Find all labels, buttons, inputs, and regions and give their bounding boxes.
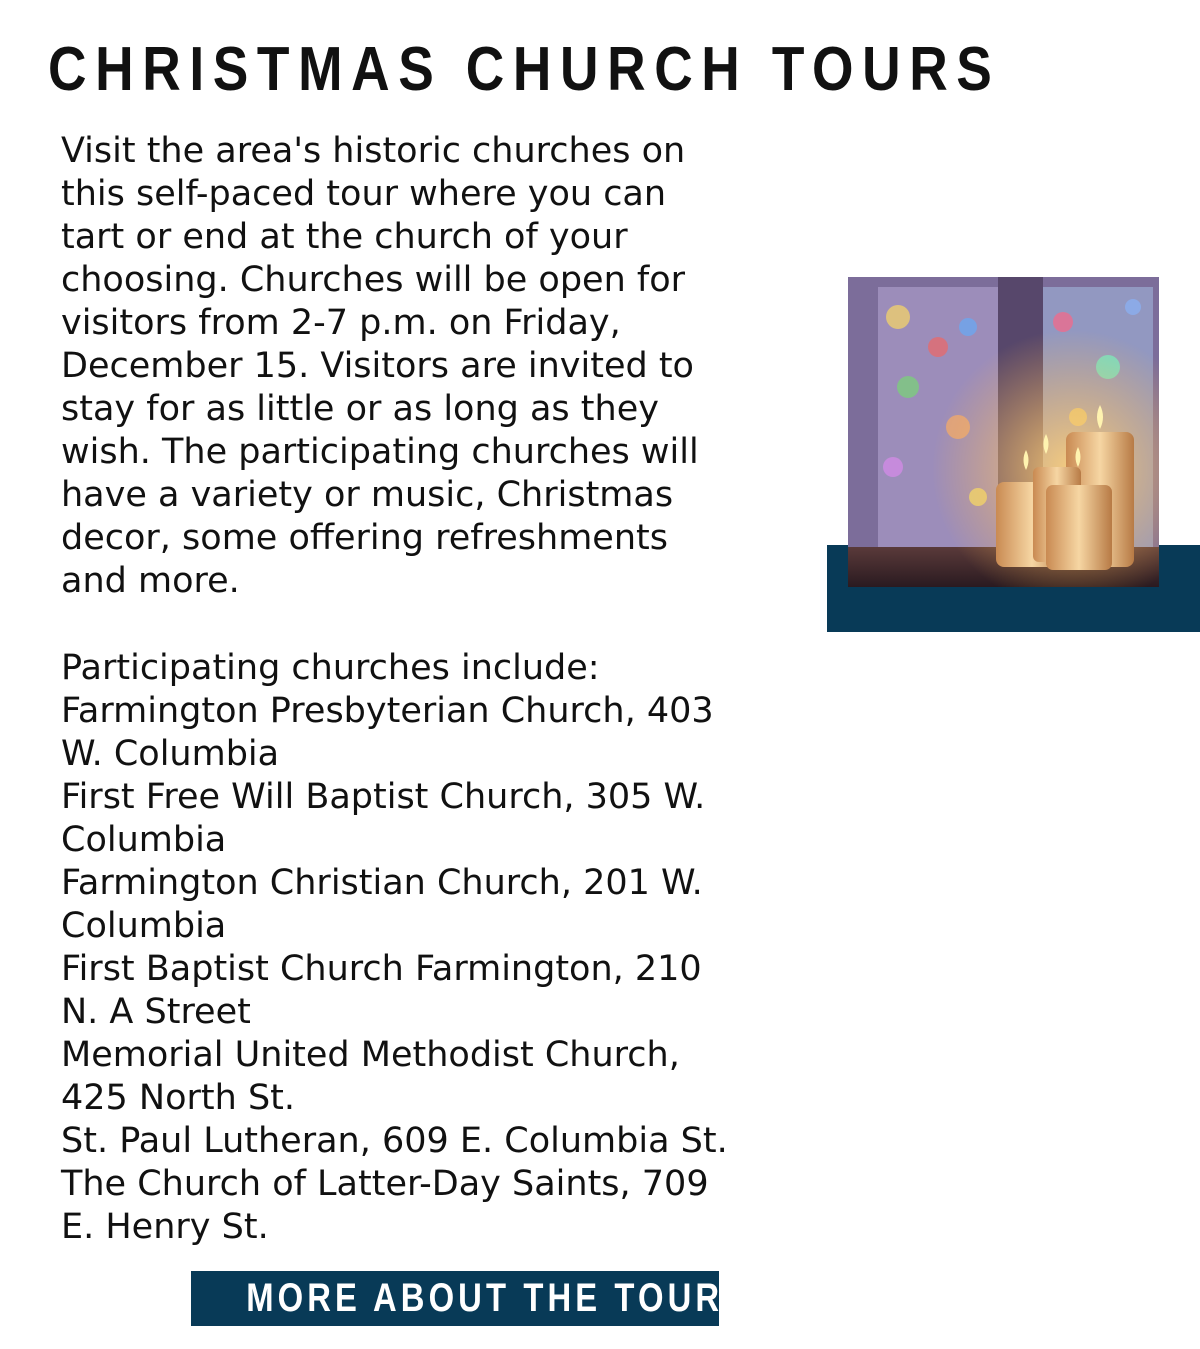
list-item: Memorial United Methodist Church, 425 North St. — [61, 1035, 680, 1118]
more-about-tours-label: MORE ABOUT THE TOURS — [246, 1276, 750, 1320]
candles-photo — [848, 277, 1159, 587]
list-item: First Free Will Baptist Church, 305 W. Columbia — [61, 777, 706, 860]
intro-paragraph: Visit the area's historic churches on this self-paced tour where you can tart or end at the church of your choosing. Churches will be open for visitors from 2-7 p.m. on Friday, December 15. Visitors are invited to stay for as little or as long as they wish. The participating churches will have a variety or music, Christmas decor, some offering refreshments and more. — [61, 131, 699, 601]
list-item: Farmington Christian Church, 201 W. Columbia — [61, 863, 703, 946]
list-item: First Baptist Church Farmington, 210 N. A Street — [61, 949, 702, 1032]
list-item: The Church of Latter-Day Saints, 709 E. Henry St. — [61, 1164, 709, 1247]
page-title: CHRISTMAS CHURCH TOURS — [48, 35, 1001, 104]
list-item: Farmington Presbyterian Church, 403 W. Columbia — [61, 691, 714, 774]
more-about-tours-button[interactable] — [191, 1271, 750, 1326]
church-list — [61, 690, 821, 1249]
list-item: St. Paul Lutheran, 609 E. Columbia St. — [61, 1121, 728, 1161]
churches-heading: Participating churches include: — [61, 648, 600, 688]
